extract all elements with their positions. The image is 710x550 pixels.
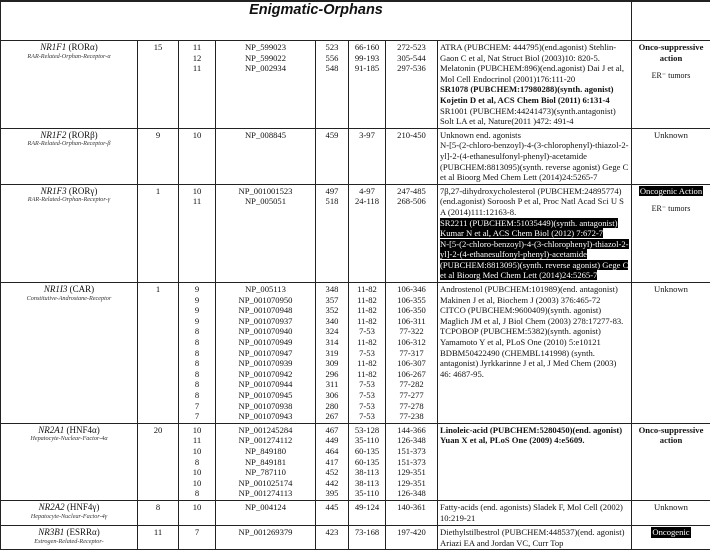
status-badge [634,527,708,538]
gene-symbol [40,42,97,52]
gene-full-name: Estrogen-Related-Receptor- [3,538,135,546]
dbd-range: 4-97 [351,186,383,197]
ligand-reference-text: SR1078 (PUBCHEM:17980288)(synth. agonist) Kojetin D et al, ACS Chem Biol (2011) 6:131-4 [440,84,614,105]
gene-symbol-name: NR2A2 [39,502,65,512]
exon-count-cell [179,184,216,282]
status-label: Onco-suppressive action [634,42,708,63]
lbd-range-cell [386,283,438,424]
dbd-range: 73-168 [351,527,383,538]
ligand-reference [440,63,629,84]
accession-id-cell [216,184,316,282]
lbd-range: 268-506 [388,196,435,207]
accession-id: NP_001070938 [218,401,313,412]
gene-full-name: Constitutive-Androstane-Receptor [3,295,135,303]
exon-count: 8 [181,369,213,380]
gene-alias: (ESRRα) [67,527,100,537]
ligand-references-cell [438,128,632,184]
dbd-range: 38-113 [351,478,383,489]
protein-length: 417 [318,457,346,468]
gene-alias: (HNF4α) [67,425,100,435]
accession-id: NP_849181 [218,457,313,468]
dbd-range: 66-160 [351,42,383,53]
gene-cell [1,283,138,424]
chromosome-cell: 15 [138,41,179,129]
exon-count: 10 [181,446,213,457]
ligand-reference-text: Unknown end. agonists [440,130,521,140]
lbd-range: 106-267 [388,369,435,380]
lbd-range-cell [386,128,438,184]
accession-id: NP_001001523 [218,186,313,197]
protein-length: 556 [318,53,346,64]
exon-count: 8 [181,326,213,337]
accession-id-cell [216,128,316,184]
accession-id: NP_001070945 [218,390,313,401]
dbd-range: 7-53 [351,348,383,359]
exon-count-cell [179,128,216,184]
exon-count-cell [179,41,216,129]
lbd-range: 106-312 [388,337,435,348]
lbd-range: 247-485 [388,186,435,197]
accession-id-cell [216,41,316,129]
dbd-range-cell [349,423,386,500]
lbd-range-cell [386,525,438,549]
exon-count: 11 [181,196,213,207]
ligand-reference [440,502,629,523]
lbd-range: 297-536 [388,63,435,74]
dbd-range-cell [349,525,386,549]
lbd-range: 77-317 [388,348,435,359]
chromosome-cell: 1 [138,283,179,424]
ligand-reference [440,42,629,63]
gene-symbol-name: NR2A1 [38,425,64,435]
status-label: Oncogenic Action [639,186,703,197]
protein-length: 523 [318,42,346,53]
accession-id: NP_599023 [218,42,313,53]
accession-id: NP_787110 [218,467,313,478]
status-cell [632,423,710,500]
accession-id: NP_005113 [218,284,313,295]
protein-length: 314 [318,337,346,348]
dbd-range: 11-82 [351,305,383,316]
accession-id: NP_599022 [218,53,313,64]
dbd-range: 35-110 [351,488,383,499]
accession-id: NP_001070948 [218,305,313,316]
protein-length: 442 [318,478,346,489]
protein-length: 311 [318,379,346,390]
dbd-range-cell [349,500,386,525]
ligand-reference-text: 7β,27-dihydroxycholesterol (PUBCHEM:24895774)(end.agonist) Soroosh P et al, Proc Natl Acad Sci U S A (2014)111:12163-8. [440,186,624,217]
status-cell [632,283,710,424]
ligand-reference-text: Linoleic-acid (PUBCHEM:5280450)(end. agonist) Yuan X et al, PLoS One (2009) 4:e5609. [440,425,622,446]
lbd-range: 151-373 [388,446,435,457]
accession-id: NP_001025174 [218,478,313,489]
gene-full-name: RAR-Related-Orphan-Receptor-β [3,140,135,148]
exon-count-cell [179,525,216,549]
protein-length: 352 [318,305,346,316]
accession-id: NP_002934 [218,63,313,74]
lbd-range: 77-277 [388,390,435,401]
dbd-range: 7-53 [351,411,383,422]
status-label: Oncogenic [651,527,690,538]
status-cell [632,525,710,549]
protein-length: 280 [318,401,346,412]
dbd-range: 3-97 [351,130,383,141]
lbd-range: 197-420 [388,527,435,538]
lbd-range-cell [386,500,438,525]
accession-id-cell [216,283,316,424]
ligand-references-cell [438,283,632,424]
dbd-range-cell [349,128,386,184]
exon-count: 11 [181,42,213,53]
ligand-reference [440,84,629,105]
table-title-row [1,1,710,41]
lbd-range-cell [386,184,438,282]
accession-id-cell [216,423,316,500]
protein-length: 548 [318,63,346,74]
accession-id: NP_001070949 [218,337,313,348]
exon-count: 8 [181,348,213,359]
accession-id: NP_849180 [218,446,313,457]
exon-count: 11 [181,435,213,446]
gene-symbol [40,130,97,140]
dbd-range: 53-128 [351,425,383,436]
exon-count: 10 [181,478,213,489]
table-row [1,423,710,500]
exon-count: 8 [181,390,213,401]
exon-count: 10 [181,425,213,436]
lbd-range: 77-282 [388,379,435,390]
protein-length: 452 [318,467,346,478]
ligand-reference-text: N-[5-(2-chloro-benzoyl)-4-(3-chlorophenyl)-thiazol-2-yl]-2-(4-ethanesulfonyl-phenyl)-acetamide (PUBCHEM:8813095)(synth. reverse agonist) Gege C et al Bioorg Med Chem Lett (2014)24:5265-7 [440,140,629,182]
dbd-range: 7-53 [351,401,383,412]
status-cell [632,41,710,129]
accession-id: NP_001070939 [218,358,313,369]
ligand-reference-text: ATRA (PUBCHEM: 444795)(end.agonist) Stehlin-Gaon C et al, Nat Struct Biol (2003)10: 820-5. [440,42,616,63]
header-status-cell [632,1,710,41]
ligand-references-cell [438,500,632,525]
ligand-reference [440,106,629,127]
gene-cell [1,128,138,184]
chromosome-cell: 11 [138,525,179,549]
gene-symbol [41,186,98,196]
exon-count: 8 [181,337,213,348]
lbd-range: 126-348 [388,435,435,446]
lbd-range: 210-450 [388,130,435,141]
accession-id: NP_001070950 [218,295,313,306]
accession-id: NP_008845 [218,130,313,141]
protein-length: 395 [318,488,346,499]
ligand-reference [440,186,629,218]
lbd-range-cell [386,423,438,500]
ligand-references-cell [438,184,632,282]
status-note: ER⁻ tumors [634,71,708,82]
ligand-reference-text: TCPOBOP (PUBCHEM:5382)(synth. agonist) Yamamoto Y et al, PLoS One (2010) 5:e10121 [440,326,601,347]
lbd-range: 77-322 [388,326,435,337]
exon-count: 10 [181,130,213,141]
chromosome-cell: 8 [138,500,179,525]
ligand-reference-text: N-[5-(2-chloro-benzoyl)-4-(3-chlorophenyl)-thiazol-2-yl]-2-(4-ethanesulfonyl-phenyl)-acetamide (PUBCHEM:8813095)(synth. reverse agonist) Gege C et al Bioorg Med Chem Lett (2014)24:5265-7 [440,239,629,281]
ligand-reference-text: CITCO (PUBCHEM:9600409)(synth. agonist) Maglich JM et al, J Biol Chem (2003) 278:17277-83. [440,305,623,326]
ligand-references-cell [438,423,632,500]
status-cell [632,184,710,282]
accession-id: NP_001274112 [218,435,313,446]
gene-symbol-name: NR3B1 [38,527,64,537]
exon-count: 8 [181,457,213,468]
dbd-range: 11-82 [351,284,383,295]
ligand-reference [440,140,629,182]
exon-count: 10 [181,467,213,478]
gene-cell [1,184,138,282]
protein-length-cell [316,500,349,525]
lbd-range: 272-523 [388,42,435,53]
exon-count-cell [179,500,216,525]
ligand-reference-text: Melatonin (PUBCHEM:896)(end.agonist) Dai J et al, Mol Cell Endocrinol (2001)176:111-20 [440,63,624,84]
dbd-range: 99-193 [351,53,383,64]
gene-alias: (RORα) [69,42,98,52]
exon-count: 7 [181,527,213,538]
status-label: Onco-suppressive action [634,425,708,446]
lbd-range: 140-361 [388,502,435,513]
ligand-reference-text: SR1001 (PUBCHEM:44241473)(synth.antagonist) Solt LA et al, Nature(2011 )472: 491-4 [440,106,616,127]
exon-count: 8 [181,379,213,390]
gene-symbol [39,502,100,512]
lbd-range: 129-351 [388,467,435,478]
gene-symbol-name: NR1I3 [44,284,68,294]
ligand-reference-text: Fatty-acids (end. agonists) Sladek F, Mol Cell (2002) 10:219-21 [440,502,623,523]
table-row [1,128,710,184]
protein-length: 467 [318,425,346,436]
gene-symbol [44,284,94,294]
lbd-range: 151-373 [388,457,435,468]
status-label: Unknown [634,284,708,295]
protein-length: 464 [318,446,346,457]
protein-length: 518 [318,196,346,207]
accession-id: NP_001070943 [218,411,313,422]
protein-length: 319 [318,348,346,359]
exon-count: 11 [181,63,213,74]
lbd-range: 106-355 [388,295,435,306]
protein-length-cell [316,423,349,500]
dbd-range: 11-82 [351,358,383,369]
protein-length: 357 [318,295,346,306]
dbd-range-cell [349,283,386,424]
exon-count-cell [179,283,216,424]
ligand-references-cell [438,525,632,549]
accession-id: NP_001274113 [218,488,313,499]
dbd-range: 11-82 [351,337,383,348]
lbd-range: 106-350 [388,305,435,316]
protein-length: 459 [318,130,346,141]
table-row [1,184,710,282]
dbd-range-cell [349,184,386,282]
exon-count: 12 [181,53,213,64]
accession-id: NP_001070940 [218,326,313,337]
dbd-range: 11-82 [351,369,383,380]
ligand-reference-text: BDBM50422490 (CHEMBL141998) (synth. antagonist) Jyrkkarinne J et al, J Med Chem (2003) 46: 4687-95. [440,348,616,379]
accession-id: NP_001070947 [218,348,313,359]
lbd-range: 77-278 [388,401,435,412]
dbd-range: 60-135 [351,457,383,468]
exon-count: 9 [181,295,213,306]
exon-count-cell [179,423,216,500]
dbd-range-cell [349,41,386,129]
dbd-range: 60-135 [351,446,383,457]
gene-symbol [38,425,99,435]
ligand-reference [440,348,629,380]
ligand-reference-text: Diethylstilbestrol (PUBCHEM:448537)(end. agonist) Ariazi EA and Jordan VC, Curr Top [440,527,625,548]
gene-full-name: Hepatocyte-Nuclear-Factor-4α [3,435,135,443]
ligand-references-cell [438,41,632,129]
dbd-range: 49-124 [351,502,383,513]
accession-id-cell [216,500,316,525]
lbd-range: 106-307 [388,358,435,369]
ligand-reference-text: SR2211 (PUBCHEM:51035449)(synth. antagonist) Kumar N et al, ACS Chem Biol (2012) 7:672-7 [440,218,618,239]
gene-symbol-name: NR1F2 [40,130,66,140]
dbd-range: 11-82 [351,295,383,306]
lbd-range-cell [386,41,438,129]
protein-length: 296 [318,369,346,380]
gene-alias: (RORβ) [69,130,98,140]
chromosome-cell: 20 [138,423,179,500]
lbd-range: 129-351 [388,478,435,489]
exon-count: 7 [181,401,213,412]
gene-alias: (HNF4γ) [67,502,99,512]
dbd-range: 11-82 [351,316,383,327]
protein-length: 348 [318,284,346,295]
dbd-range: 7-53 [351,390,383,401]
dbd-range: 7-53 [351,379,383,390]
accession-id: NP_001070937 [218,316,313,327]
gene-cell [1,423,138,500]
exon-count: 8 [181,488,213,499]
ligand-reference-text: Androstenol (PUBCHEM:101989)(end. antagonist) Makinen J et al, Biochem J (2003) 376:465-72 [440,284,618,305]
accession-id: NP_001245284 [218,425,313,436]
gene-alias: (CAR) [70,284,95,294]
gene-cell [1,525,138,549]
accession-id: NP_001070942 [218,369,313,380]
table-row [1,525,710,549]
dbd-range: 7-53 [351,326,383,337]
table-title: Enigmatic-Orphans [1,1,632,41]
exon-count: 10 [181,502,213,513]
accession-id: NP_004124 [218,502,313,513]
accession-id: NP_001070944 [218,379,313,390]
gene-cell [1,500,138,525]
lbd-range: 77-238 [388,411,435,422]
exon-count: 10 [181,186,213,197]
protein-length-cell [316,41,349,129]
protein-length: 497 [318,186,346,197]
protein-length: 445 [318,502,346,513]
ligand-reference [440,218,629,239]
status-cell [632,128,710,184]
exon-count: 8 [181,358,213,369]
table-row [1,500,710,525]
lbd-range: 305-544 [388,53,435,64]
gene-alias: (RORγ) [69,186,97,196]
chromosome-cell: 9 [138,128,179,184]
ligand-reference [440,305,629,326]
protein-length: 306 [318,390,346,401]
accession-id: NP_001269379 [218,527,313,538]
ligand-reference [440,284,629,305]
lbd-range: 106-311 [388,316,435,327]
gene-cell [1,41,138,129]
protein-length: 309 [318,358,346,369]
ligand-reference [440,326,629,347]
ligand-reference [440,425,629,446]
gene-full-name: Hepatocyte-Nuclear-Factor-4γ [3,513,135,521]
exon-count: 9 [181,284,213,295]
gene-symbol [38,527,99,537]
accession-id-cell [216,525,316,549]
protein-length: 340 [318,316,346,327]
protein-length: 267 [318,411,346,422]
table-row [1,283,710,424]
dbd-range: 91-185 [351,63,383,74]
protein-length: 449 [318,435,346,446]
ligand-reference [440,527,629,548]
lbd-range: 144-366 [388,425,435,436]
protein-length: 324 [318,326,346,337]
protein-length-cell [316,128,349,184]
ligand-reference [440,239,629,281]
gene-full-name: RAR-Related-Orphan-Receptor-γ [3,196,135,204]
dbd-range: 38-113 [351,467,383,478]
accession-id: NP_005051 [218,196,313,207]
lbd-range: 106-346 [388,284,435,295]
exon-count: 9 [181,316,213,327]
protein-length: 423 [318,527,346,538]
protein-length-cell [316,283,349,424]
table-row [1,41,710,129]
status-badge [634,186,708,197]
gene-symbol-name: NR1F3 [41,186,67,196]
gene-full-name: RAR-Related-Orphan-Receptor-α [3,53,135,61]
dbd-range: 24-118 [351,196,383,207]
lbd-range: 126-348 [388,488,435,499]
protein-length-cell [316,525,349,549]
status-cell [632,500,710,525]
protein-length-cell [316,184,349,282]
chromosome-cell: 1 [138,184,179,282]
status-label: Unknown [634,502,708,513]
ligand-reference [440,130,629,141]
dbd-range: 35-110 [351,435,383,446]
status-note: ER⁻ tumors [634,204,708,215]
exon-count: 7 [181,411,213,422]
exon-count: 9 [181,305,213,316]
gene-symbol-name: NR1F1 [40,42,66,52]
status-label: Unknown [634,130,708,141]
